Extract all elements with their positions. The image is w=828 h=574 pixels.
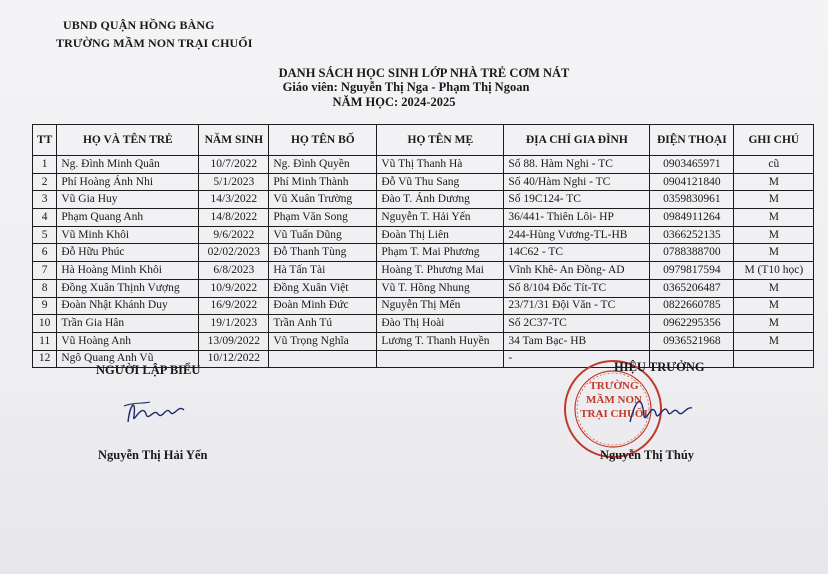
seal-text-line2: MẦM NON — [586, 394, 642, 406]
cell-child-name: Ngô Quang Anh Vũ — [57, 350, 199, 368]
cell-address: Số 88. Hàm Nghi - TC — [504, 156, 650, 174]
cell-mother: Phạm T. Mai Phương — [377, 244, 504, 262]
cell-tt: 10 — [33, 315, 57, 333]
cell-address: 14C62 - TC — [504, 244, 650, 262]
header-child-name: HỌ VÀ TÊN TRẺ — [57, 125, 199, 156]
table-row — [33, 332, 814, 350]
cell-note: M — [734, 209, 814, 227]
cell-mother: Đoàn Thị Liên — [377, 226, 504, 244]
cell-phone: 0904121840 — [650, 173, 734, 191]
cell-mother: Đào T. Ánh Dương — [377, 191, 504, 209]
cell-note: M — [734, 279, 814, 297]
cell-birth: 02/02/2023 — [199, 244, 269, 262]
cell-phone: 0365206487 — [650, 279, 734, 297]
cell-child-name: Phạm Quang Anh — [57, 209, 199, 227]
cell-father: Phạm Văn Song — [269, 209, 377, 227]
cell-address: Số 40/Hàm Nghi - TC — [504, 173, 650, 191]
principal-title: HIỆU TRƯỞNG — [614, 360, 705, 374]
cell-mother: Nguyễn Thị Mến — [377, 297, 504, 315]
cell-tt: 5 — [33, 226, 57, 244]
cell-note: M — [734, 315, 814, 333]
cell-phone: 0962295356 — [650, 315, 734, 333]
cell-address: 23/71/31 Đội Văn - TC — [504, 297, 650, 315]
cell-father: Đoàn Minh Đức — [269, 297, 377, 315]
cell-child-name: Ng. Đình Minh Quân — [57, 156, 199, 174]
header-phone: ĐIỆN THOẠI — [650, 125, 734, 156]
cell-mother: Hoàng T. Phương Mai — [377, 262, 504, 280]
header-note: GHI CHÚ — [734, 125, 814, 156]
cell-note: M — [734, 332, 814, 350]
cell-child-name: Đỗ Hữu Phúc — [57, 244, 199, 262]
principal-name: Nguyễn Thị Thúy — [600, 448, 695, 462]
cell-phone: 0979817594 — [650, 262, 734, 280]
cell-mother: Đào Thị Hoài — [377, 315, 504, 333]
cell-child-name: Trần Gia Hân — [57, 315, 199, 333]
cell-tt: 7 — [33, 262, 57, 280]
cell-phone: 0359830961 — [650, 191, 734, 209]
header-birth: NĂM SINH — [199, 125, 269, 156]
cell-child-name: Hà Hoàng Minh Khôi — [57, 262, 199, 280]
header-address: ĐỊA CHỈ GIA ĐÌNH — [504, 125, 650, 156]
cell-mother: Nguyễn T. Hải Yến — [377, 209, 504, 227]
cell-father — [269, 350, 377, 368]
seal-text-line3: TRẠI CHUỐI — [580, 408, 648, 420]
cell-father: Ng. Đình Quyền — [269, 156, 377, 174]
preparer-title: NGƯỜI LẬP BIỂU — [96, 363, 201, 377]
table-row — [33, 262, 814, 280]
cell-birth: 14/8/2022 — [199, 209, 269, 227]
table-row — [33, 279, 814, 297]
cell-tt: 11 — [33, 332, 57, 350]
cell-note: M (T10 học) — [734, 262, 814, 280]
table-row — [33, 173, 814, 191]
org-name-district: UBND QUẬN HỒNG BÀNG — [63, 18, 215, 32]
header-tt: TT — [33, 125, 57, 156]
cell-note: M — [734, 297, 814, 315]
cell-child-name: Đoàn Nhật Khánh Duy — [57, 297, 199, 315]
cell-father: Phí Minh Thành — [269, 173, 377, 191]
cell-address: 244-Hùng Vương-TL-HB — [504, 226, 650, 244]
cell-address: Số 2C37-TC — [504, 315, 650, 333]
cell-birth: 6/8/2023 — [199, 262, 269, 280]
cell-birth: 10/12/2022 — [199, 350, 269, 368]
cell-note — [734, 350, 814, 368]
table-row — [33, 209, 814, 227]
cell-note: M — [734, 173, 814, 191]
principal-signature — [600, 388, 700, 428]
cell-phone: 0984911264 — [650, 209, 734, 227]
table-row — [33, 244, 814, 262]
cell-birth: 10/7/2022 — [199, 156, 269, 174]
student-table — [32, 124, 814, 368]
cell-address: Số 8/104 Đốc Tít-TC — [504, 279, 650, 297]
cell-address: 34 Tam Bạc- HB — [504, 332, 650, 350]
cell-tt: 8 — [33, 279, 57, 297]
cell-birth: 5/1/2023 — [199, 173, 269, 191]
table-row — [33, 156, 814, 174]
preparer-signature — [120, 392, 200, 432]
cell-father: Đồng Xuân Việt — [269, 279, 377, 297]
cell-father: Đỗ Thanh Tùng — [269, 244, 377, 262]
cell-mother: Vũ T. Hồng Nhung — [377, 279, 504, 297]
cell-mother: Lương T. Thanh Huyền — [377, 332, 504, 350]
cell-phone: 0936521968 — [650, 332, 734, 350]
cell-tt: 2 — [33, 173, 57, 191]
cell-birth: 9/6/2022 — [199, 226, 269, 244]
cell-birth: 19/1/2023 — [199, 315, 269, 333]
cell-address: Vĩnh Khê- An Đồng- AD — [504, 262, 650, 280]
cell-child-name: Vũ Gia Huy — [57, 191, 199, 209]
cell-tt: 1 — [33, 156, 57, 174]
cell-address: 36/441- Thiên Lôi- HP — [504, 209, 650, 227]
table-row — [33, 226, 814, 244]
cell-child-name: Vũ Minh Khôi — [57, 226, 199, 244]
document-title: DANH SÁCH HỌC SINH LỚP NHÀ TRẺ CƠM NÁT — [278, 66, 570, 80]
cell-birth: 13/09/2022 — [199, 332, 269, 350]
cell-phone: 0366252135 — [650, 226, 734, 244]
cell-tt: 12 — [33, 350, 57, 368]
cell-father: Trần Anh Tú — [269, 315, 377, 333]
cell-child-name: Phí Hoàng Ánh Nhi — [57, 173, 199, 191]
cell-note: cũ — [734, 156, 814, 174]
cell-birth: 14/3/2022 — [199, 191, 269, 209]
seal-text-line1: TRƯỜNG — [589, 380, 639, 392]
cell-father: Vũ Trọng Nghĩa — [269, 332, 377, 350]
cell-note: M — [734, 226, 814, 244]
cell-tt: 4 — [33, 209, 57, 227]
table-row — [33, 297, 814, 315]
cell-mother: Vũ Thị Thanh Hà — [377, 156, 504, 174]
school-year: NĂM HỌC: 2024-2025 — [332, 95, 456, 109]
preparer-name: Nguyễn Thị Hải Yến — [98, 448, 208, 462]
cell-phone: 0822660785 — [650, 297, 734, 315]
cell-address: Số 19C124- TC — [504, 191, 650, 209]
cell-phone: 0903465971 — [650, 156, 734, 174]
cell-birth: 10/9/2022 — [199, 279, 269, 297]
cell-father: Hà Tấn Tài — [269, 262, 377, 280]
cell-father: Vũ Xuân Trường — [269, 191, 377, 209]
cell-tt: 3 — [33, 191, 57, 209]
cell-tt: 6 — [33, 244, 57, 262]
cell-address: - — [504, 350, 650, 368]
org-name-school: TRƯỜNG MẦM NON TRẠI CHUỐI — [56, 36, 253, 50]
cell-child-name: Đồng Xuân Thịnh Vượng — [57, 279, 199, 297]
header-mother: HỌ TÊN MẸ — [377, 125, 504, 156]
cell-mother: Đỗ Vũ Thu Sang — [377, 173, 504, 191]
teacher-line: Giáo viên: Nguyễn Thị Nga - Phạm Thị Ngoan — [282, 80, 530, 94]
header-father: HỌ TÊN BỐ — [269, 125, 377, 156]
table-row — [33, 315, 814, 333]
table-row — [33, 191, 814, 209]
cell-note: M — [734, 244, 814, 262]
cell-note: M — [734, 191, 814, 209]
cell-mother — [377, 350, 504, 368]
table-header-row — [33, 125, 814, 156]
cell-father: Vũ Tuấn Dũng — [269, 226, 377, 244]
cell-tt: 9 — [33, 297, 57, 315]
cell-phone: 0788388700 — [650, 244, 734, 262]
cell-birth: 16/9/2022 — [199, 297, 269, 315]
cell-child-name: Vũ Hoàng Anh — [57, 332, 199, 350]
